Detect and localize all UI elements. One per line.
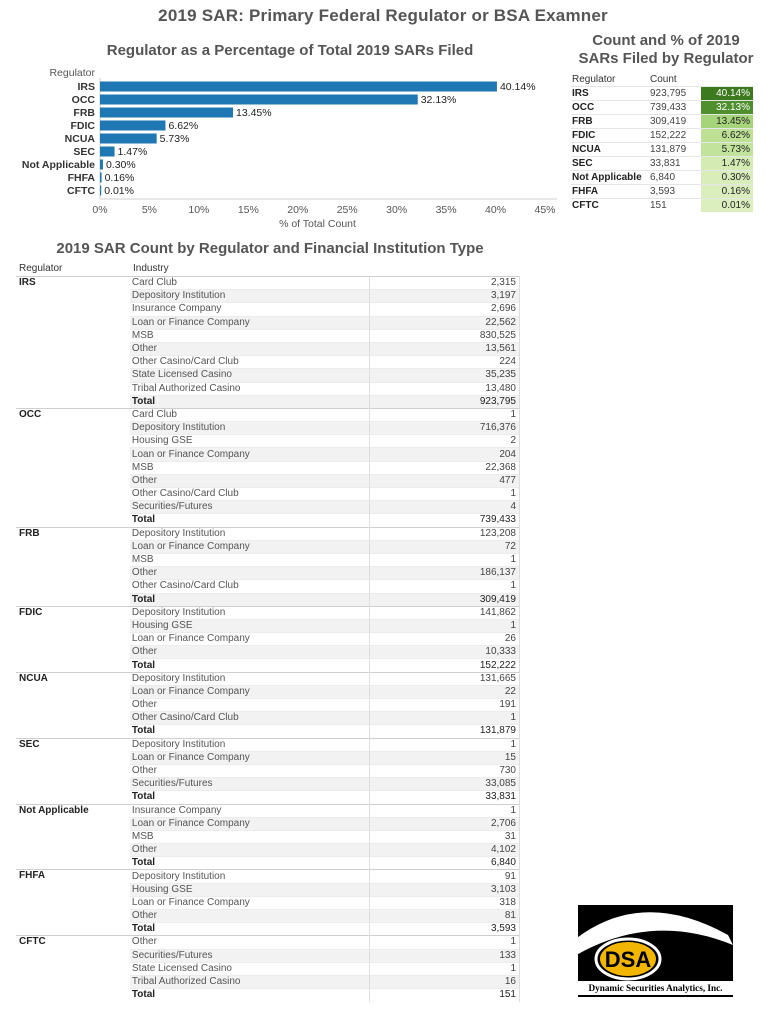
detail-count: 13,480 (370, 382, 520, 395)
logo-caption: Dynamic Securities Analytics, Inc. (578, 981, 733, 995)
summary-count: 151 (649, 198, 701, 212)
detail-industry: Total (130, 725, 370, 738)
detail-industry: Loan or Finance Company (130, 540, 370, 553)
detail-row (16, 527, 520, 540)
summary-title-line1: Count and % of 2019 (592, 32, 740, 49)
detail-industry: State Licensed Casino (130, 369, 370, 382)
detail-row (16, 408, 520, 421)
detail-industry: Other Casino/Card Club (130, 580, 370, 593)
bar-value-label: 1.47% (117, 146, 148, 158)
detail-row (16, 606, 520, 619)
bar-value-label: 5.73% (159, 133, 190, 145)
detail-industry: Loan or Finance Company (130, 896, 370, 909)
summary-regulator: Not Applicable (571, 170, 649, 184)
bar-value-label: 0.01% (104, 185, 134, 197)
detail-count: 191 (370, 699, 520, 712)
summary-col-count: Count (650, 73, 677, 85)
detail-industry: Total (130, 923, 370, 936)
detail-industry: Loan or Finance Company (130, 751, 370, 764)
bar-category-label: SEC (73, 146, 95, 158)
detail-count: 22,368 (370, 461, 520, 474)
detail-industry: Securities/Futures (130, 778, 370, 791)
summary-regulator: IRS (571, 86, 649, 100)
detail-count: 186,137 (370, 567, 520, 580)
detail-count: 477 (370, 474, 520, 487)
summary-count: 3,593 (649, 184, 701, 198)
detail-industry: Other (130, 646, 370, 659)
detail-regulator: SEC (16, 738, 130, 804)
detail-industry: Total (130, 659, 370, 672)
detail-count: 224 (370, 356, 520, 369)
summary-regulator: CFTC (571, 198, 649, 212)
summary-count: 33,831 (649, 156, 701, 170)
detail-count: 33,085 (370, 778, 520, 791)
detail-count: 91 (370, 870, 520, 883)
summary-regulator: SEC (571, 156, 649, 170)
summary-regulator: NCUA (571, 142, 649, 156)
bar (100, 134, 157, 144)
detail-count: 33,831 (370, 791, 520, 804)
detail-industry: Depository Institution (130, 672, 370, 685)
detail-count: 123,208 (370, 527, 520, 540)
detail-count: 141,862 (370, 606, 520, 619)
detail-count: 923,795 (370, 395, 520, 408)
detail-industry: Other (130, 844, 370, 857)
bar-chart-title: Regulator as a Percentage of Total 2019 SARs Filed (106, 42, 474, 59)
detail-row (16, 936, 520, 949)
detail-count: 1 (370, 804, 520, 817)
detail-regulator: IRS (16, 277, 130, 409)
detail-count: 1 (370, 936, 520, 949)
detail-industry: Loan or Finance Company (130, 448, 370, 461)
detail-industry: Total (130, 395, 370, 408)
summary-row (571, 170, 753, 184)
summary-title (566, 32, 766, 68)
detail-industry: Tribal Authorized Casino (130, 975, 370, 988)
summary-row (571, 156, 753, 170)
bar-chart (0, 62, 560, 232)
detail-industry: Total (130, 791, 370, 804)
detail-count: 1 (370, 962, 520, 975)
detail-count: 830,525 (370, 329, 520, 342)
bar-category-label: Not Applicable (21, 159, 95, 171)
detail-count: 1 (370, 488, 520, 501)
detail-count: 309,419 (370, 593, 520, 606)
x-tick-label: 45% (534, 204, 556, 216)
summary-row (571, 198, 753, 212)
detail-count: 1 (370, 712, 520, 725)
bar (100, 108, 233, 118)
bar-category-label: FRB (73, 107, 95, 119)
detail-count: 13,561 (370, 342, 520, 355)
detail-count: 3,103 (370, 883, 520, 896)
bar-value-label: 6.62% (168, 120, 199, 132)
detail-count: 1 (370, 408, 520, 421)
detail-count: 4,102 (370, 844, 520, 857)
detail-industry: Other Casino/Card Club (130, 488, 370, 501)
x-tick-label: 10% (188, 204, 210, 216)
summary-regulator: FRB (571, 114, 649, 128)
summary-percent: 1.47% (701, 156, 753, 170)
detail-count: 31 (370, 830, 520, 843)
bar-category-label: FDIC (70, 120, 95, 132)
detail-industry: Total (130, 593, 370, 606)
detail-industry: Other (130, 474, 370, 487)
bar (100, 82, 497, 92)
detail-industry: Other (130, 910, 370, 923)
bar (100, 147, 115, 157)
detail-table-title: 2019 SAR Count by Regulator and Financial Institution Type (56, 240, 484, 257)
detail-industry: Housing GSE (130, 619, 370, 632)
summary-percent: 0.01% (701, 198, 753, 212)
page-title: 2019 SAR: Primary Federal Regulator or BSA Examner (158, 6, 608, 25)
detail-count: 26 (370, 633, 520, 646)
detail-row (16, 738, 520, 751)
detail-industry: Housing GSE (130, 883, 370, 896)
detail-industry: Tribal Authorized Casino (130, 382, 370, 395)
bar-category-label: IRS (77, 81, 95, 93)
summary-regulator: FHFA (571, 184, 649, 198)
bar-category-label: NCUA (64, 133, 95, 145)
detail-industry: Loan or Finance Company (130, 817, 370, 830)
bar (100, 121, 165, 131)
detail-count: 2,696 (370, 303, 520, 316)
detail-count: 15 (370, 751, 520, 764)
detail-industry: Insurance Company (130, 303, 370, 316)
x-axis-title: % of Total Count (279, 218, 356, 230)
detail-industry: Housing GSE (130, 435, 370, 448)
detail-count: 152,222 (370, 659, 520, 672)
detail-table (16, 276, 520, 1002)
detail-count: 1 (370, 738, 520, 751)
logo-mark-text: DSA (604, 947, 652, 972)
bar-category-label: FHFA (67, 172, 95, 184)
detail-count: 3,197 (370, 290, 520, 303)
summary-row (571, 100, 753, 114)
detail-col-regulator: Regulator (19, 263, 63, 274)
detail-industry: Securities/Futures (130, 501, 370, 514)
summary-count: 152,222 (649, 128, 701, 142)
detail-count: 2,315 (370, 277, 520, 290)
detail-count: 133 (370, 949, 520, 962)
summary-regulator: OCC (571, 100, 649, 114)
summary-percent: 13.45% (701, 114, 753, 128)
detail-industry: State Licensed Casino (130, 962, 370, 975)
detail-industry: Other (130, 699, 370, 712)
detail-row (16, 804, 520, 817)
detail-industry: Securities/Futures (130, 949, 370, 962)
detail-industry: Depository Institution (130, 290, 370, 303)
summary-percent: 5.73% (701, 142, 753, 156)
detail-count: 730 (370, 764, 520, 777)
bar-value-label: 13.45% (236, 107, 272, 119)
detail-industry: Other (130, 936, 370, 949)
summary-row (571, 114, 753, 128)
detail-count: 739,433 (370, 514, 520, 527)
bar-value-label: 40.14% (499, 81, 536, 93)
bar-category-label: CFTC (67, 185, 95, 197)
detail-industry: Total (130, 514, 370, 527)
x-tick-label: 5% (141, 204, 158, 216)
x-tick-label: 25% (336, 204, 358, 216)
bar-category-label: OCC (71, 94, 95, 106)
detail-count: 4 (370, 501, 520, 514)
detail-industry: Total (130, 857, 370, 870)
detail-count: 204 (370, 448, 520, 461)
detail-regulator: FDIC (16, 606, 130, 672)
summary-percent: 0.30% (701, 170, 753, 184)
x-tick-label: 20% (287, 204, 309, 216)
detail-industry: Other (130, 342, 370, 355)
detail-industry: MSB (130, 461, 370, 474)
detail-industry: Other (130, 764, 370, 777)
detail-count: 35,235 (370, 369, 520, 382)
bar-value-label: 0.16% (104, 172, 135, 184)
detail-count: 151 (370, 989, 520, 1002)
detail-industry: MSB (130, 553, 370, 566)
detail-row (16, 277, 520, 290)
summary-count: 309,419 (649, 114, 701, 128)
summary-count: 739,433 (649, 100, 701, 114)
detail-count: 2,706 (370, 817, 520, 830)
bar-value-label: 0.30% (105, 159, 136, 171)
detail-count: 716,376 (370, 422, 520, 435)
summary-row (571, 86, 753, 100)
summary-percent: 40.14% (701, 86, 753, 100)
summary-table (571, 73, 753, 212)
summary-row (571, 142, 753, 156)
bar (100, 173, 102, 183)
summary-count: 131,879 (649, 142, 701, 156)
detail-industry: MSB (130, 830, 370, 843)
detail-count: 1 (370, 619, 520, 632)
detail-industry: Other (130, 567, 370, 580)
x-tick-label: 15% (237, 204, 259, 216)
y-axis-title: Regulator (49, 67, 95, 79)
detail-count: 16 (370, 975, 520, 988)
summary-title-line2: SARs Filed by Regulator (578, 50, 754, 67)
bar-value-label: 32.13% (420, 94, 457, 106)
summary-row (571, 184, 753, 198)
detail-row (16, 870, 520, 883)
detail-count: 81 (370, 910, 520, 923)
detail-industry: Other Casino/Card Club (130, 712, 370, 725)
detail-industry: Depository Institution (130, 606, 370, 619)
detail-col-industry: Industry (133, 263, 169, 274)
detail-count: 131,879 (370, 725, 520, 738)
detail-industry: Loan or Finance Company (130, 685, 370, 698)
summary-col-pct (701, 73, 753, 86)
detail-count: 22 (370, 685, 520, 698)
bar (100, 160, 103, 170)
detail-count: 318 (370, 896, 520, 909)
x-tick-label: 40% (485, 204, 507, 216)
summary-percent: 32.13% (701, 100, 753, 114)
x-tick-label: 30% (386, 204, 408, 216)
detail-count: 2 (370, 435, 520, 448)
summary-row (571, 128, 753, 142)
summary-count: 6,840 (649, 170, 701, 184)
detail-count: 72 (370, 540, 520, 553)
detail-industry: Other Casino/Card Club (130, 356, 370, 369)
dsa-logo (578, 905, 733, 997)
detail-industry: Depository Institution (130, 870, 370, 883)
detail-industry: MSB (130, 329, 370, 342)
detail-industry: Loan or Finance Company (130, 633, 370, 646)
detail-industry: Card Club (130, 408, 370, 421)
detail-regulator: CFTC (16, 936, 130, 1002)
bar (100, 95, 418, 105)
detail-industry: Insurance Company (130, 804, 370, 817)
detail-industry: Total (130, 989, 370, 1002)
bar (100, 186, 101, 196)
detail-regulator: Not Applicable (16, 804, 130, 870)
detail-industry: Depository Institution (130, 422, 370, 435)
detail-count: 22,562 (370, 316, 520, 329)
detail-row (16, 672, 520, 685)
summary-col-regulator: Regulator (572, 73, 616, 85)
detail-count: 1 (370, 580, 520, 593)
x-tick-label: 35% (435, 204, 457, 216)
detail-industry: Depository Institution (130, 527, 370, 540)
summary-count: 923,795 (649, 86, 701, 100)
summary-regulator: FDIC (571, 128, 649, 142)
detail-regulator: FRB (16, 527, 130, 606)
summary-percent: 6.62% (701, 128, 753, 142)
detail-count: 3,593 (370, 923, 520, 936)
detail-regulator: NCUA (16, 672, 130, 738)
detail-industry: Depository Institution (130, 738, 370, 751)
detail-industry: Loan or Finance Company (130, 316, 370, 329)
detail-count: 1 (370, 553, 520, 566)
detail-industry: Card Club (130, 277, 370, 290)
summary-percent: 0.16% (701, 184, 753, 198)
detail-regulator: OCC (16, 408, 130, 527)
x-tick-label: 0% (92, 204, 108, 216)
detail-count: 6,840 (370, 857, 520, 870)
detail-count: 131,665 (370, 672, 520, 685)
detail-regulator: FHFA (16, 870, 130, 936)
detail-count: 10,333 (370, 646, 520, 659)
